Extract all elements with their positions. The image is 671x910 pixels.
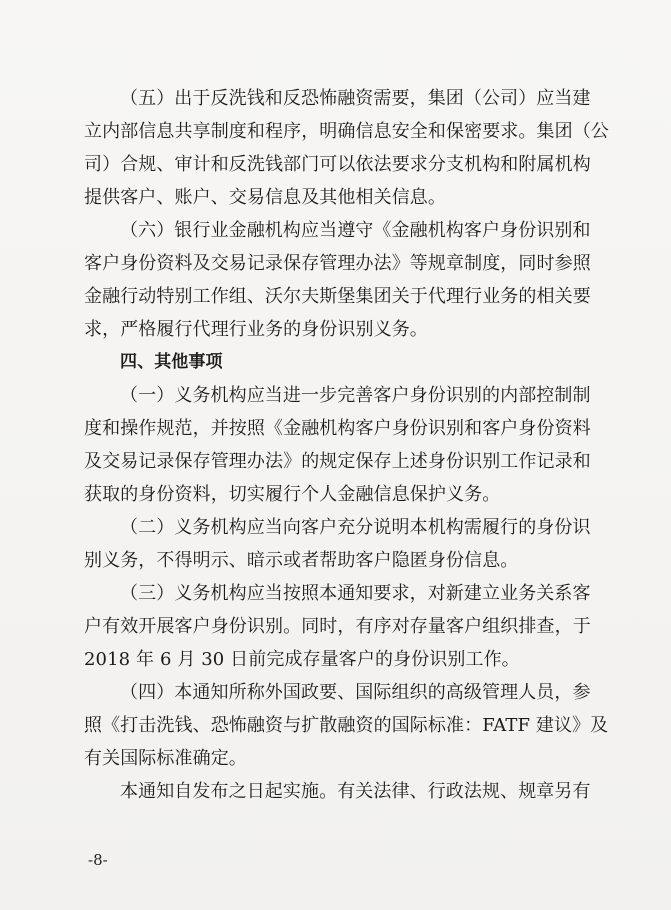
item-2-line-1: （二）义务机构应当向客户充分说明本机构需履行的身份识 bbox=[120, 517, 591, 538]
item-4-line-2: 照《打击洗钱、恐怖融资与扩散融资的国际标准：FATF 建议》及 bbox=[84, 715, 609, 736]
closing-line: 本通知自发布之日起实施。有关法律、行政法规、规章另有 bbox=[120, 781, 591, 802]
item-1-line-3: 及交易记录保存管理办法》的规定保存上述身份识别工作记录和 bbox=[84, 451, 591, 472]
item-2-line-2: 别义务，不得明示、暗示或者帮助客户隐匿身份信息。 bbox=[84, 550, 519, 571]
item-1-line-4: 获取的身份资料，切实履行个人金融信息保护义务。 bbox=[84, 484, 501, 505]
section-heading: 四、其他事项 bbox=[120, 352, 223, 372]
item-3-line-2: 户有效开展客户身份识别。同时，有序对存量客户组织排查，于 bbox=[84, 616, 591, 637]
paragraph-5-line-3: 司）合规、审计和反洗钱部门可以依法要求分支机构和附属机构 bbox=[84, 154, 591, 175]
paragraph-6-line-2: 客户身份资料及交易记录保存管理办法》等规章制度，同时参照 bbox=[84, 253, 591, 274]
item-4-line-1: （四）本通知所称外国政要、国际组织的高级管理人员，参 bbox=[120, 682, 591, 703]
document-body bbox=[84, 82, 609, 808]
item-1-line-1: （一）义务机构应当进一步完善客户身份识别的内部控制制 bbox=[120, 385, 591, 406]
paragraph-5-line-4: 提供客户、账户、交易信息及其他相关信息。 bbox=[84, 187, 446, 208]
item-1-line-2: 度和操作规范，并按照《金融机构客户身份识别和客户身份资料 bbox=[84, 418, 591, 439]
item-3-line-1: （三）义务机构应当按照本通知要求，对新建立业务关系客 bbox=[120, 583, 591, 604]
page-number: -8- bbox=[88, 851, 108, 869]
paragraph-5-line-1: （五）出于反洗钱和反恐怖融资需要，集团（公司）应当建 bbox=[120, 88, 591, 109]
paragraph-6-line-4: 求，严格履行代理行业务的身份识别义务。 bbox=[84, 319, 428, 340]
item-4-line-3: 有关国际标准确定。 bbox=[84, 748, 247, 769]
item-3-line-3: 2018 年 6 月 30 日前完成存量客户的身份识别工作。 bbox=[84, 649, 520, 670]
paragraph-6-line-3: 金融行动特别工作组、沃尔夫斯堡集团关于代理行业务的相关要 bbox=[84, 286, 591, 307]
paragraph-5-line-2: 立内部信息共享制度和程序，明确信息安全和保密要求。集团（公 bbox=[84, 121, 609, 142]
paragraph-6-line-1: （六）银行业金融机构应当遵守《金融机构客户身份识别和 bbox=[120, 220, 591, 241]
